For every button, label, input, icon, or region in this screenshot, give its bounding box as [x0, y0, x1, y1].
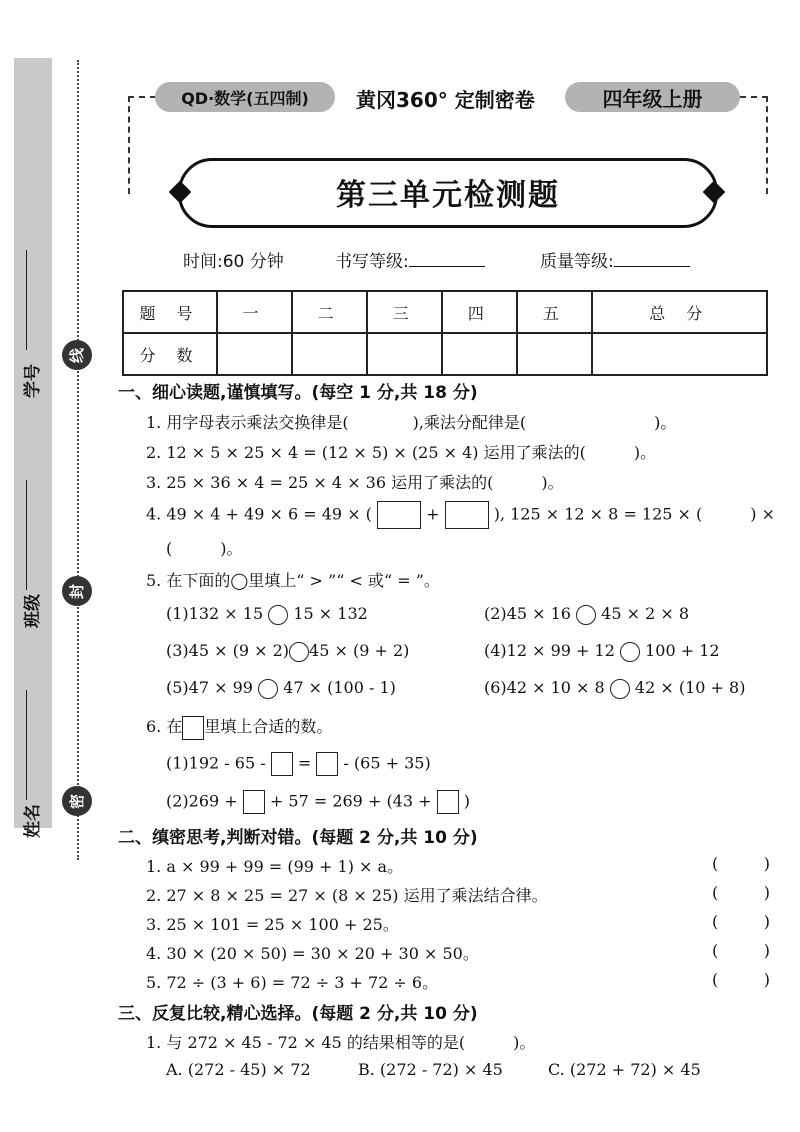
compare-circle[interactable]: [576, 605, 596, 625]
answer-box[interactable]: [377, 501, 421, 529]
score-input-cell[interactable]: [592, 333, 767, 375]
question: 2. 12 × 5 × 25 × 4 = (12 × 5) × (25 × 4) 运用了乘法的( )。: [146, 443, 657, 462]
writing-grade: 书写等级:: [335, 247, 485, 272]
judge-item: 2. 27 × 8 × 25 = 27 × (8 × 25) 运用了乘法结合律。: [146, 886, 548, 905]
question: 1. 用字母表示乘法交换律是( ),乘法分配律是( )。: [146, 413, 677, 432]
compare-item: (6)42 × 10 × 8 42 × (10 + 8): [484, 678, 746, 697]
compare-circle[interactable]: [610, 679, 630, 699]
compare-item: (5)47 × 99 47 × (100 - 1): [166, 678, 396, 697]
judge-item: 1. a × 99 + 99 = (99 + 1) × a。: [146, 857, 404, 876]
class-label: 班级: [23, 594, 43, 628]
writing-grade-blank[interactable]: [409, 266, 485, 267]
answer-box[interactable]: [445, 501, 489, 529]
student-id-line: [26, 250, 27, 350]
quality-grade: 质量等级:: [540, 247, 690, 272]
table-cell: 五: [517, 291, 592, 333]
frame-left: [128, 96, 156, 194]
score-input-cell[interactable]: [367, 333, 442, 375]
answer-box[interactable]: [316, 752, 338, 776]
compare-item: (2)45 × 16 45 × 2 × 8: [484, 604, 690, 623]
table-cell: 总 分: [592, 291, 767, 333]
score-input-cell[interactable]: [292, 333, 367, 375]
judge-item: 3. 25 × 101 = 25 × 100 + 25。: [146, 915, 399, 934]
fill-item: (2)269 + + 57 = 269 + (43 + ): [166, 790, 470, 814]
section1-title: 一、细心读题,谨慎填写。(每空 1 分,共 18 分): [118, 383, 478, 403]
compare-circle[interactable]: [268, 605, 288, 625]
compare-circle[interactable]: [289, 642, 309, 662]
compare-item: (1)132 × 15 15 × 132: [166, 604, 368, 623]
answer-paren[interactable]: ( ): [712, 941, 770, 960]
table-cell: 三: [367, 291, 442, 333]
answer-paren[interactable]: ( ): [712, 970, 770, 989]
score-input-cell[interactable]: [217, 333, 292, 375]
compare-item: (4)12 × 99 + 12 100 + 12: [484, 641, 720, 660]
judge-item: 5. 72 ÷ (3 + 6) = 72 ÷ 3 + 72 ÷ 6。: [146, 973, 439, 992]
option-b[interactable]: B. (272 - 72) × 45: [358, 1060, 503, 1079]
score-input-cell[interactable]: [442, 333, 517, 375]
fill-item: (1)192 - 65 - = - (65 + 35): [166, 752, 431, 776]
section2-title: 二、缜密思考,判断对错。(每题 2 分,共 10 分): [118, 828, 478, 848]
table-cell: 分 数: [123, 333, 217, 375]
answer-box[interactable]: [437, 790, 459, 814]
student-id-label: 学号: [23, 364, 43, 398]
name-line: [26, 690, 27, 800]
table-cell: 题 号: [123, 291, 217, 333]
question: 1. 与 272 × 45 - 72 × 45 的结果相等的是( )。: [146, 1033, 536, 1052]
class-line: [26, 480, 27, 590]
answer-paren[interactable]: ( ): [712, 912, 770, 931]
section3-title: 三、反复比较,精心选择。(每题 2 分,共 10 分): [118, 1004, 478, 1024]
score-header-row: [123, 291, 767, 333]
page-title: 第三单元检测题: [336, 178, 560, 213]
option-a[interactable]: A. (272 - 45) × 72: [166, 1060, 311, 1079]
box-symbol: [182, 716, 204, 740]
question-continued: ( )。: [166, 539, 243, 558]
score-table: [122, 290, 768, 376]
judge-item: 4. 30 × (20 × 50) = 30 × 20 + 30 × 50。: [146, 944, 479, 963]
score-input-cell[interactable]: [517, 333, 592, 375]
question: 5. 在下面的◯里填上“ > ”“ < 或“ = ”。: [146, 571, 440, 590]
frame-right: [740, 96, 768, 194]
compare-circle[interactable]: [620, 642, 640, 662]
score-value-row: [123, 333, 767, 375]
quality-grade-blank[interactable]: [614, 266, 690, 267]
table-cell: 一: [217, 291, 292, 333]
answer-box[interactable]: [243, 790, 265, 814]
grade-pill: 四年级上册: [565, 82, 740, 112]
time-limit: 时间:60 分钟: [183, 252, 284, 272]
binding-strip: [14, 58, 52, 828]
seal-mark-seal: 封: [62, 576, 92, 606]
question: 4. 49 × 4 + 49 × 6 = 49 × ( + ), 125 × 12 × 8 = 125 × ( ) ×: [146, 501, 775, 529]
answer-paren[interactable]: ( ): [712, 883, 770, 902]
brand-text: 黄冈360° 定制密卷: [356, 88, 535, 112]
compare-circle[interactable]: [258, 679, 278, 699]
seal-mark-secret: 密: [62, 786, 92, 816]
seal-mark-line: 线: [62, 340, 92, 370]
answer-box[interactable]: [271, 752, 293, 776]
question: 6. 在 里填上合适的数。: [146, 714, 332, 740]
cut-line: [77, 60, 79, 860]
answer-paren[interactable]: ( ): [712, 854, 770, 873]
option-c[interactable]: C. (272 + 72) × 45: [548, 1060, 701, 1079]
compare-item: (3)45 × (9 × 2) 45 × (9 + 2): [166, 641, 410, 660]
name-label: 姓名: [23, 804, 43, 838]
question: 3. 25 × 36 × 4 = 25 × 4 × 36 运用了乘法的( )。: [146, 473, 564, 492]
series-pill: QD·数学(五四制): [155, 82, 335, 112]
table-cell: 四: [442, 291, 517, 333]
table-cell: 二: [292, 291, 367, 333]
